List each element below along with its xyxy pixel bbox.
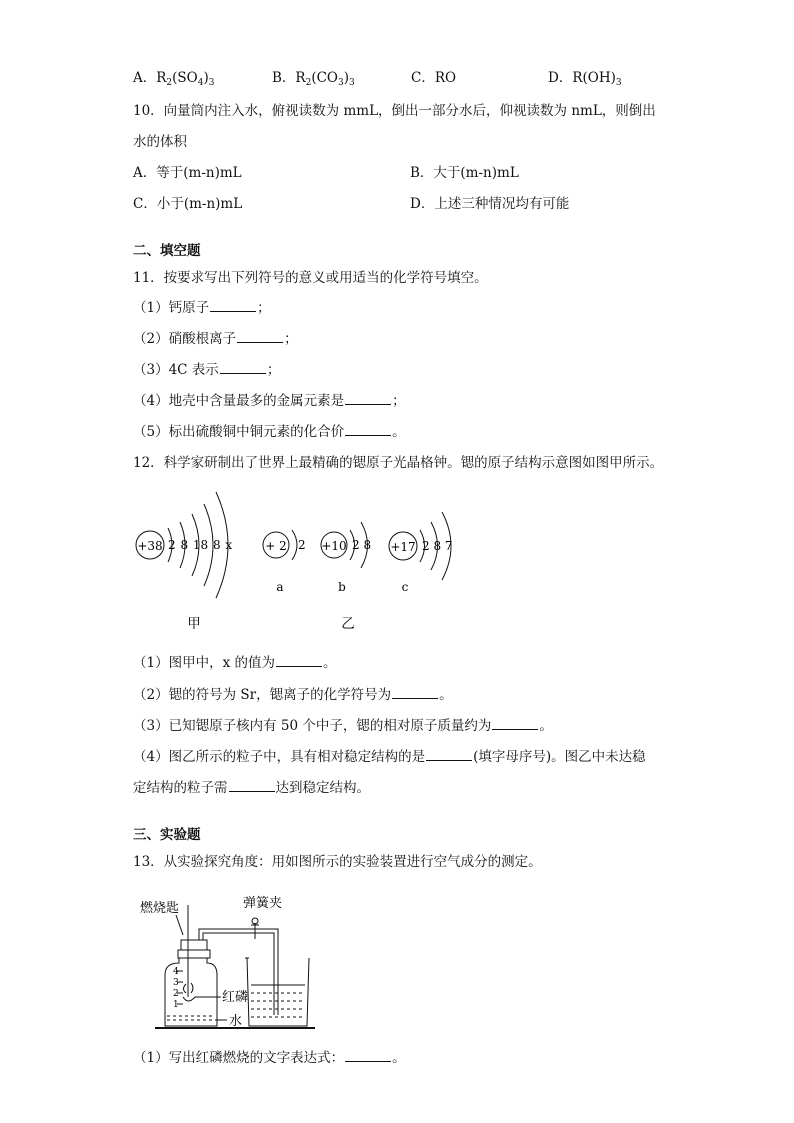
label-c: c — [401, 580, 409, 594]
q11-item-4: （4）地壳中含量最多的金属元素是 ； — [133, 393, 406, 409]
answer-blank[interactable] — [345, 422, 391, 436]
answer-blank[interactable] — [392, 685, 438, 699]
mark-1: 1 — [173, 1000, 179, 1010]
answer-blank[interactable] — [276, 653, 322, 667]
c-nucleus-label: +17 — [390, 540, 416, 554]
sr-shell-electrons: 2 8 18 8 x — [168, 538, 233, 552]
q10-option-a: A．等于(m-n)mL — [133, 165, 242, 181]
q9-option-c: C．RO — [411, 70, 457, 86]
q10-stem-line2: 水的体积 — [133, 134, 187, 150]
q12-item-1: （1）图甲中，x 的值为 。 — [133, 655, 337, 671]
b-shell-electrons: 2 8 — [352, 538, 372, 552]
q11-item-2: （2）硝酸根离子 ； — [133, 331, 298, 347]
section-heading-experiment: 三、实验题 — [133, 827, 201, 843]
sr-nucleus-label: +38 — [137, 539, 163, 553]
a-shell-electrons: 2 — [298, 538, 306, 552]
q11-item-3: （3）4C 表示 ； — [133, 362, 281, 378]
q10-option-b: B．大于(m-n)mL — [410, 165, 519, 181]
label-combustion-spoon: 燃烧匙 — [140, 901, 180, 916]
q10-option-c: C．小于(m-n)mL — [133, 196, 243, 212]
q12-item-4-line1: （4）图乙所示的粒子中，具有相对稳定结构的是 (填字母序号)。图乙中未达稳 — [133, 749, 646, 765]
section-heading-fill-in: 二、填空题 — [133, 243, 201, 259]
q13-stem: 13．从实验探究角度：用如图所示的实验装置进行空气成分的测定。 — [133, 854, 542, 870]
answer-blank[interactable] — [237, 329, 283, 343]
label-water: 水 — [229, 1014, 243, 1029]
c-shell-electrons: 2 8 7 — [422, 539, 453, 553]
q11-item-1: （1）钙原子 ； — [133, 300, 271, 316]
q13-item-1: （1）写出红磷燃烧的文字表达式： 。 — [133, 1050, 406, 1066]
air-composition-apparatus — [135, 885, 325, 1035]
q12-item-3: （3）已知锶原子核内有 50 个中子，锶的相对原子质量约为 。 — [133, 718, 553, 734]
q12-item-4-line2: 定结构的粒子需 达到稳定结构。 — [133, 780, 370, 796]
mark-4: 4 — [173, 967, 179, 977]
answer-blank[interactable] — [210, 298, 256, 312]
mark-2: 2 — [173, 989, 179, 999]
label-red-phosphorus: 红磷 — [222, 990, 249, 1005]
answer-blank[interactable] — [426, 747, 472, 761]
q9-option-a: A．$R_2(SO_4)_3$ — [133, 70, 215, 88]
q11-stem: 11．按要求写出下列符号的意义或用适当的化学符号填空。 — [133, 270, 488, 286]
label-a: a — [276, 580, 284, 594]
label-spring-clamp: 弹簧夹 — [243, 896, 283, 911]
answer-blank[interactable] — [229, 778, 275, 792]
answer-blank[interactable] — [345, 1048, 391, 1062]
a-nucleus-label: + 2 — [265, 539, 287, 553]
answer-blank[interactable] — [492, 716, 538, 730]
mark-3: 3 — [173, 978, 179, 988]
answer-blank[interactable] — [345, 391, 391, 405]
q12-stem: 12．科学家研制出了世界上最精确的锶原子光晶格钟。锶的原子结构示意图如图甲所示。 — [133, 455, 664, 471]
label-yi: 乙 — [341, 616, 355, 630]
q12-item-2: （2）锶的符号为 Sr，锶离子的化学符号为 。 — [133, 687, 453, 703]
q11-item-5: （5）标出硫酸铜中铜元素的化合价 。 — [133, 424, 406, 440]
answer-blank[interactable] — [220, 360, 266, 374]
label-jia: 甲 — [187, 616, 201, 630]
b-nucleus-label: +10 — [321, 539, 347, 553]
atomic-structure-diagram — [120, 480, 480, 630]
q10-stem-line1: 10．向量筒内注入水，俯视读数为 mmL，倒出一部分水后，仰视读数为 nmL，则倒出 — [133, 103, 656, 119]
q10-option-d: D．上述三种情况均有可能 — [410, 196, 570, 212]
q9-option-b: B．$R_2(CO_3)_3$ — [272, 70, 355, 88]
q9-option-d: D．$R(OH)_3$ — [548, 70, 622, 88]
label-b: b — [338, 580, 346, 594]
